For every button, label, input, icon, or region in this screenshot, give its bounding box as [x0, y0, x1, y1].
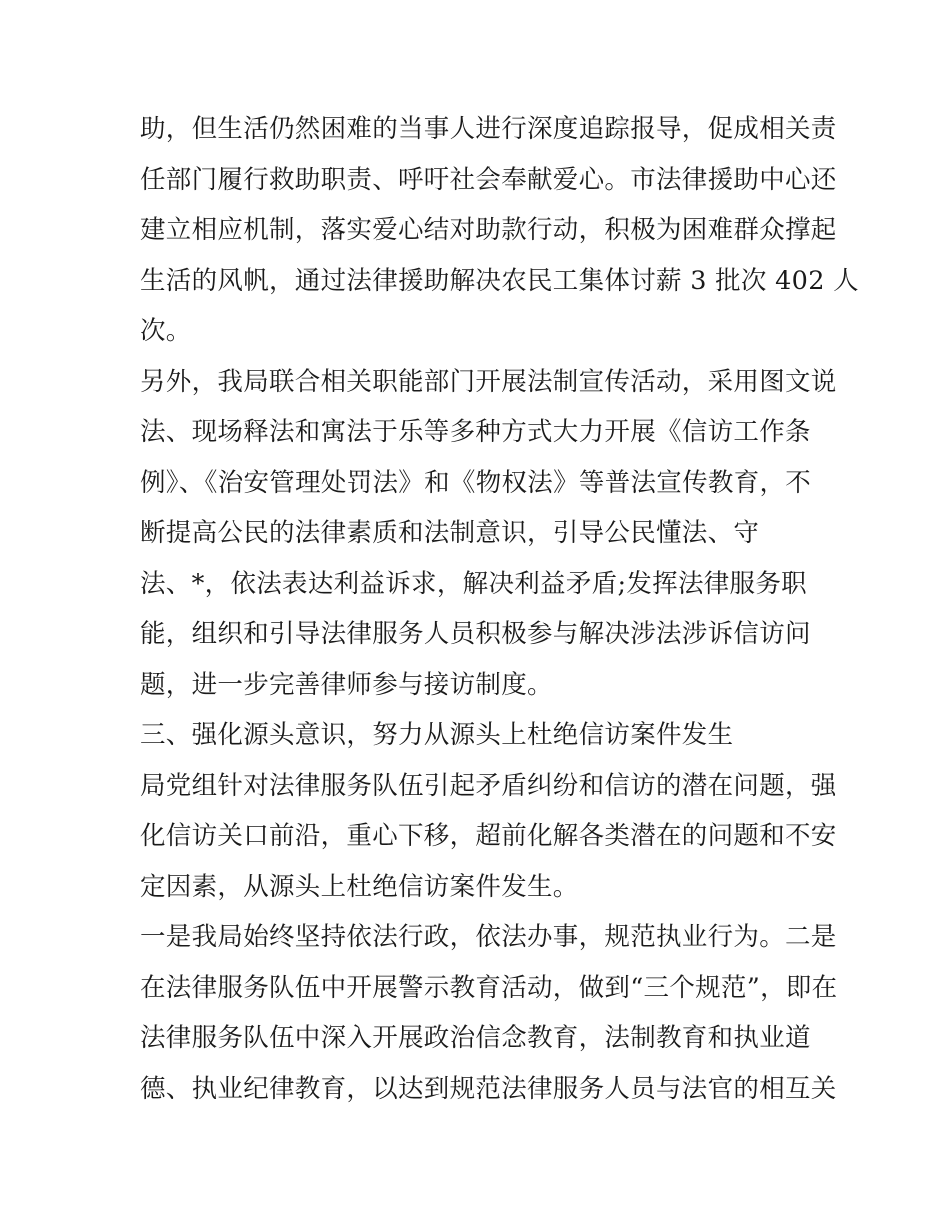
text-line: 例》、《治安管理处罚法》和《物权法》等普法宣传教育，不	[140, 467, 812, 498]
text-line: 次。	[140, 316, 192, 346]
text-line: 局党组针对法律服务队伍引起矛盾纠纷和信访的潜在问题，强	[140, 770, 837, 801]
text-line: 任部门履行救助职责、呼吁社会奉献爱心。市法律援助中心还	[140, 164, 837, 195]
text-line: 断提高公民的法律素质和法制意识，引导公民懂法、守	[140, 518, 760, 548]
text-line: 定因素，从源头上杜绝信访案件发生。	[140, 871, 579, 902]
text-line: 法律服务队伍中深入开展政治信念教育，法制教育和执业道	[140, 1023, 811, 1053]
text-line: 能，组织和引导法律服务人员积极参与解决涉法涉诉信访问	[140, 619, 811, 649]
text-line: 助，但生活仍然困难的当事人进行深度追踪报导，促成相关责	[140, 114, 837, 144]
text-line: 法、现场释法和寓法于乐等多种方式大力开展《信访工作条	[140, 417, 811, 447]
text-line: 化信访关口前沿，重心下移，超前化解各类潜在的问题和不安	[140, 821, 837, 851]
text-line: 一是我局始终坚持依法行政，依法办事，规范执业行为。二是	[140, 922, 837, 952]
text-line: 法、*，依法表达利益诉求，解决利益矛盾;发挥法律服务职	[140, 568, 807, 599]
text-line: 建立相应机制，落实爱心结对助款行动，积极为困难群众撑起	[140, 215, 837, 245]
text-line: 在法律服务队伍中开展警示教育活动，做到“三个规范”，即在	[140, 972, 838, 1003]
section-heading: 三、强化源头意识，努力从源头上杜绝信访案件发生	[140, 720, 734, 750]
text-line: 德、执业纪律教育，以达到规范法律服务人员与法官的相互关	[140, 1073, 837, 1104]
text-line: 另外，我局联合相关职能部门开展法制宣传活动，采用图文说	[140, 366, 837, 397]
text-line: 题，进一步完善律师参与接访制度。	[140, 669, 553, 700]
text-line: 生活的风帆，通过法律援助解决农民工集体讨薪 3 批次 402 人	[140, 265, 859, 296]
body-text	[140, 104, 859, 1114]
